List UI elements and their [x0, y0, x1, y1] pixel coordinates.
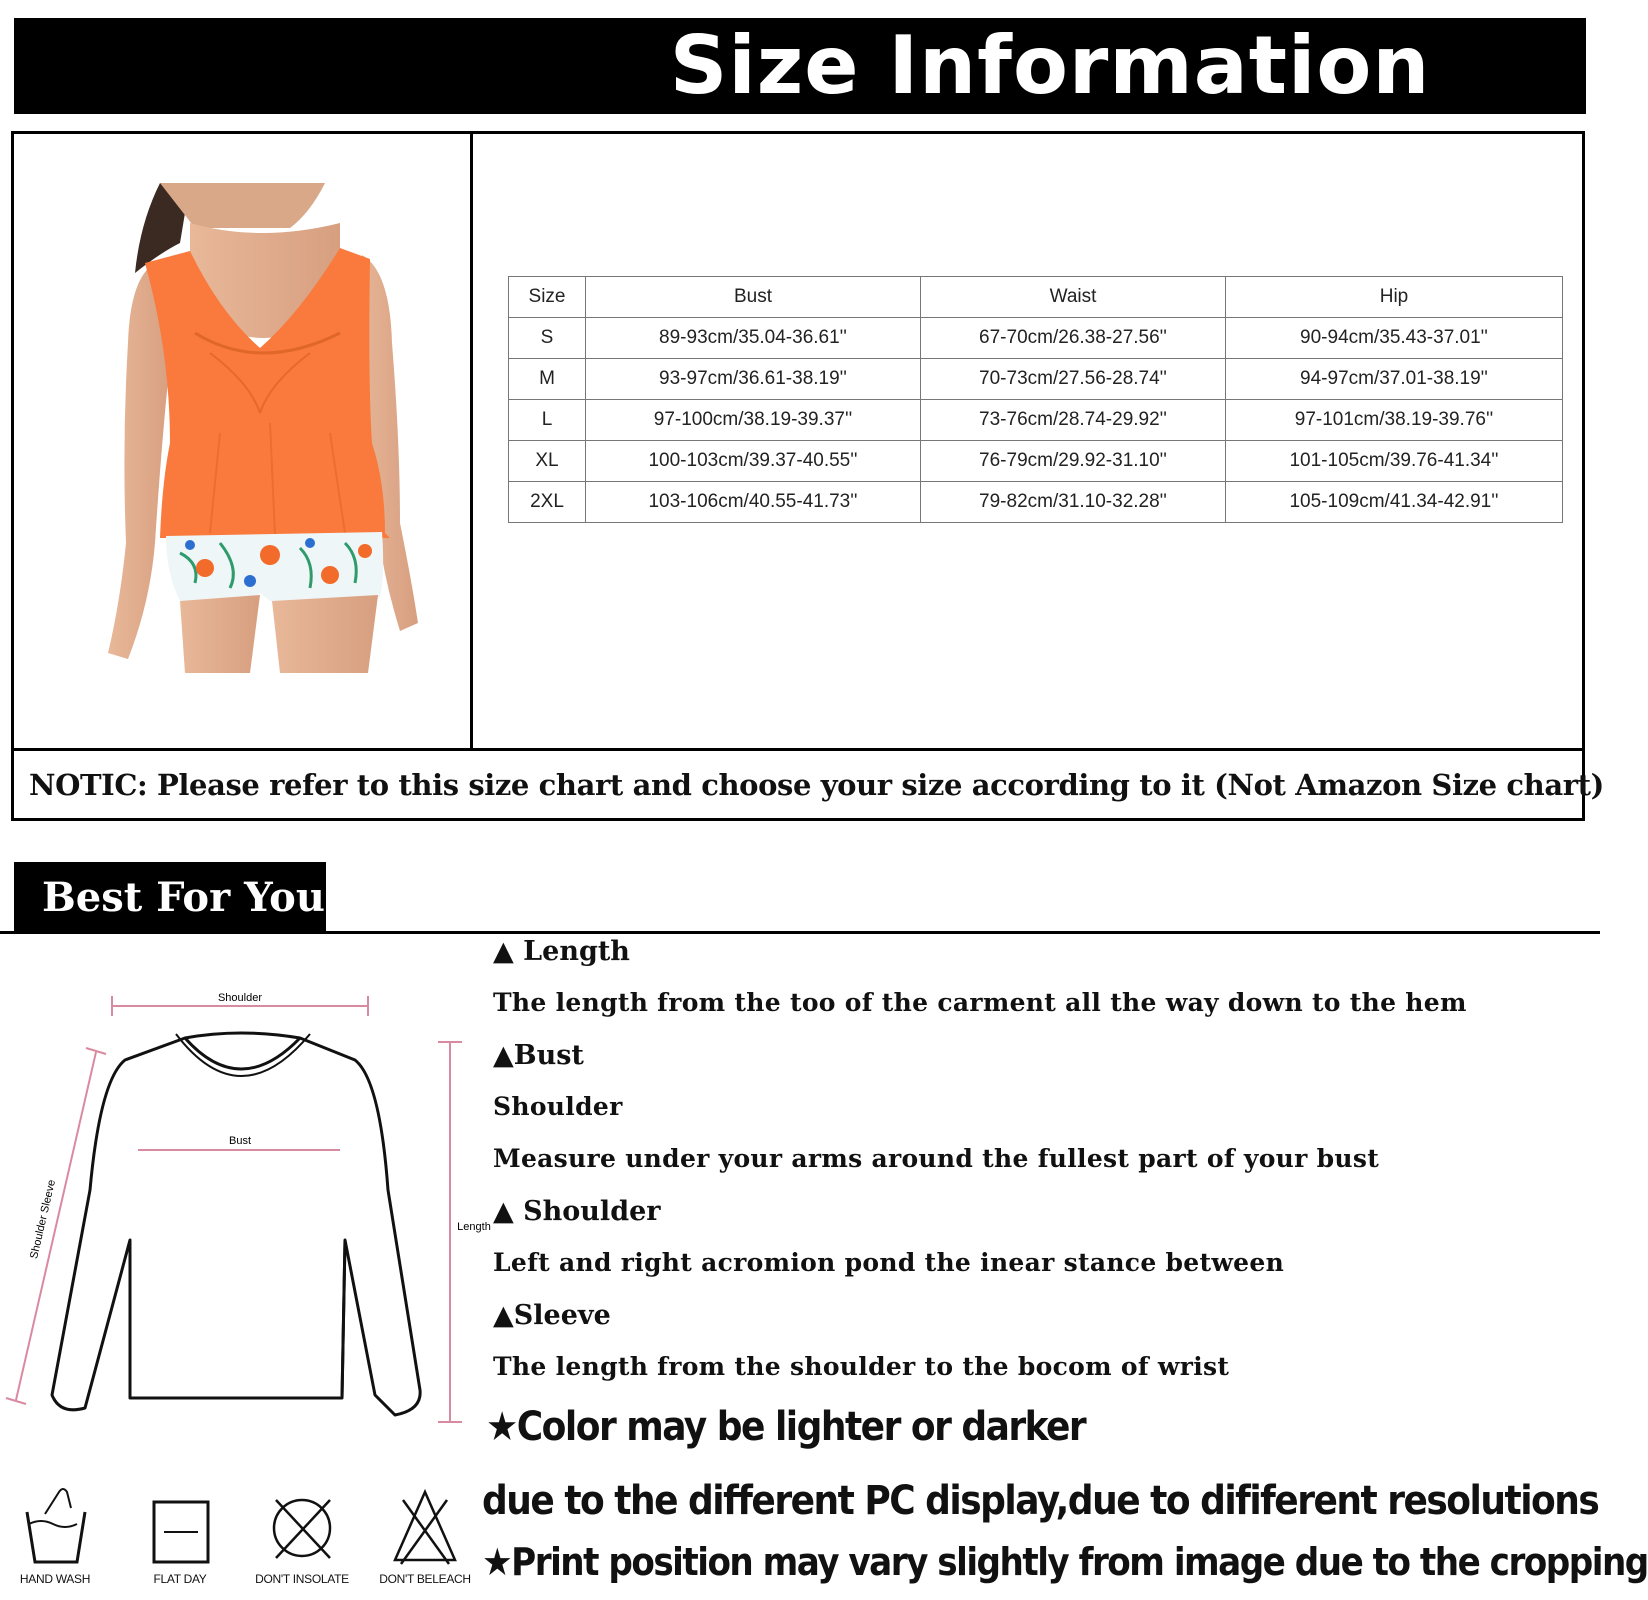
care-item	[370, 1478, 480, 1598]
table-cell: L	[509, 400, 586, 441]
care-label: DON'T INSOLATE	[255, 1572, 349, 1586]
length-description: The length from the too of the carment all the way down to the hem	[493, 988, 1467, 1017]
table-cell: 105-109cm/41.34-42.91''	[1226, 482, 1563, 523]
product-image	[100, 183, 430, 673]
table-cell: 89-93cm/35.04-36.61''	[586, 318, 921, 359]
table-row	[509, 359, 1563, 400]
frame-divider-vertical	[470, 131, 473, 751]
print-note: ★Print position may vary slightly from image due to the cropping	[482, 1540, 1648, 1584]
table-row	[509, 441, 1563, 482]
table-header-row	[509, 277, 1563, 318]
no-sun-icon	[262, 1478, 342, 1568]
table-cell: 67-70cm/26.38-27.56''	[921, 318, 1226, 359]
shoulder-heading: ▲ Shoulder	[493, 1196, 661, 1227]
header-banner	[14, 18, 1586, 114]
table-cell: XL	[509, 441, 586, 482]
table-row	[509, 400, 1563, 441]
shoulder-description: Left and right acromion pond the inear stance between	[493, 1248, 1285, 1277]
page-title: Size Information	[669, 19, 1431, 112]
color-note: ★Color may be lighter or darker	[486, 1404, 1086, 1450]
hand-wash-icon	[15, 1478, 95, 1568]
table-cell: 79-82cm/31.10-32.28''	[921, 482, 1226, 523]
care-label: HAND WASH	[19, 1572, 91, 1586]
table-cell: 70-73cm/27.56-28.74''	[921, 359, 1226, 400]
table-cell: 94-97cm/37.01-38.19''	[1226, 359, 1563, 400]
care-item	[0, 1478, 110, 1598]
table-cell: S	[509, 318, 586, 359]
size-table	[508, 276, 1563, 523]
flat-dry-icon	[140, 1478, 220, 1568]
bust-subheading: Shoulder	[493, 1092, 623, 1121]
length-label: Length	[457, 1221, 491, 1233]
table-cell: 97-100cm/38.19-39.37''	[586, 400, 921, 441]
care-label: DON'T BELEACH	[379, 1572, 471, 1586]
table-row	[509, 318, 1563, 359]
care-item	[247, 1478, 357, 1598]
sleeve-description: The length from the shoulder to the bocom of wrist	[493, 1352, 1230, 1381]
column-header: Size	[509, 277, 586, 318]
sleeve-label: Shoulder Sleeve	[28, 1178, 59, 1261]
column-header: Hip	[1226, 277, 1563, 318]
bust-heading: ▲Bust	[493, 1040, 584, 1071]
table-row	[509, 482, 1563, 523]
length-heading: ▲ Length	[493, 936, 630, 967]
care-item	[125, 1478, 235, 1598]
sleeve-heading: ▲Sleeve	[493, 1300, 611, 1331]
no-bleach-icon	[385, 1478, 465, 1568]
table-cell: 2XL	[509, 482, 586, 523]
table-cell: 100-103cm/39.37-40.55''	[586, 441, 921, 482]
column-header: Waist	[921, 277, 1226, 318]
notice-text: NOTIC: Please refer to this size chart and choose your size according to it (Not Amazon Size chart)	[29, 768, 1604, 802]
table-cell: 93-97cm/36.61-38.19''	[586, 359, 921, 400]
display-note: due to the different PC display,due to dififerent resolutions	[482, 1478, 1599, 1524]
table-cell: 76-79cm/29.92-31.10''	[921, 441, 1226, 482]
care-label: FLAT DAY	[153, 1572, 207, 1586]
section-rule	[0, 931, 1600, 934]
table-cell: 103-106cm/40.55-41.73''	[586, 482, 921, 523]
garment-diagram	[0, 990, 491, 1440]
table-cell: 73-76cm/28.74-29.92''	[921, 400, 1226, 441]
table-cell: M	[509, 359, 586, 400]
shoulder-label: Shoulder	[217, 992, 263, 1004]
bust-description: Measure under your arms around the fullest part of your bust	[493, 1144, 1380, 1173]
column-header: Bust	[586, 277, 921, 318]
bust-label: Bust	[228, 1135, 252, 1147]
table-cell: 97-101cm/38.19-39.76''	[1226, 400, 1563, 441]
section-tab: Best For You	[14, 862, 326, 934]
table-cell: 101-105cm/39.76-41.34''	[1226, 441, 1563, 482]
table-cell: 90-94cm/35.43-37.01''	[1226, 318, 1563, 359]
